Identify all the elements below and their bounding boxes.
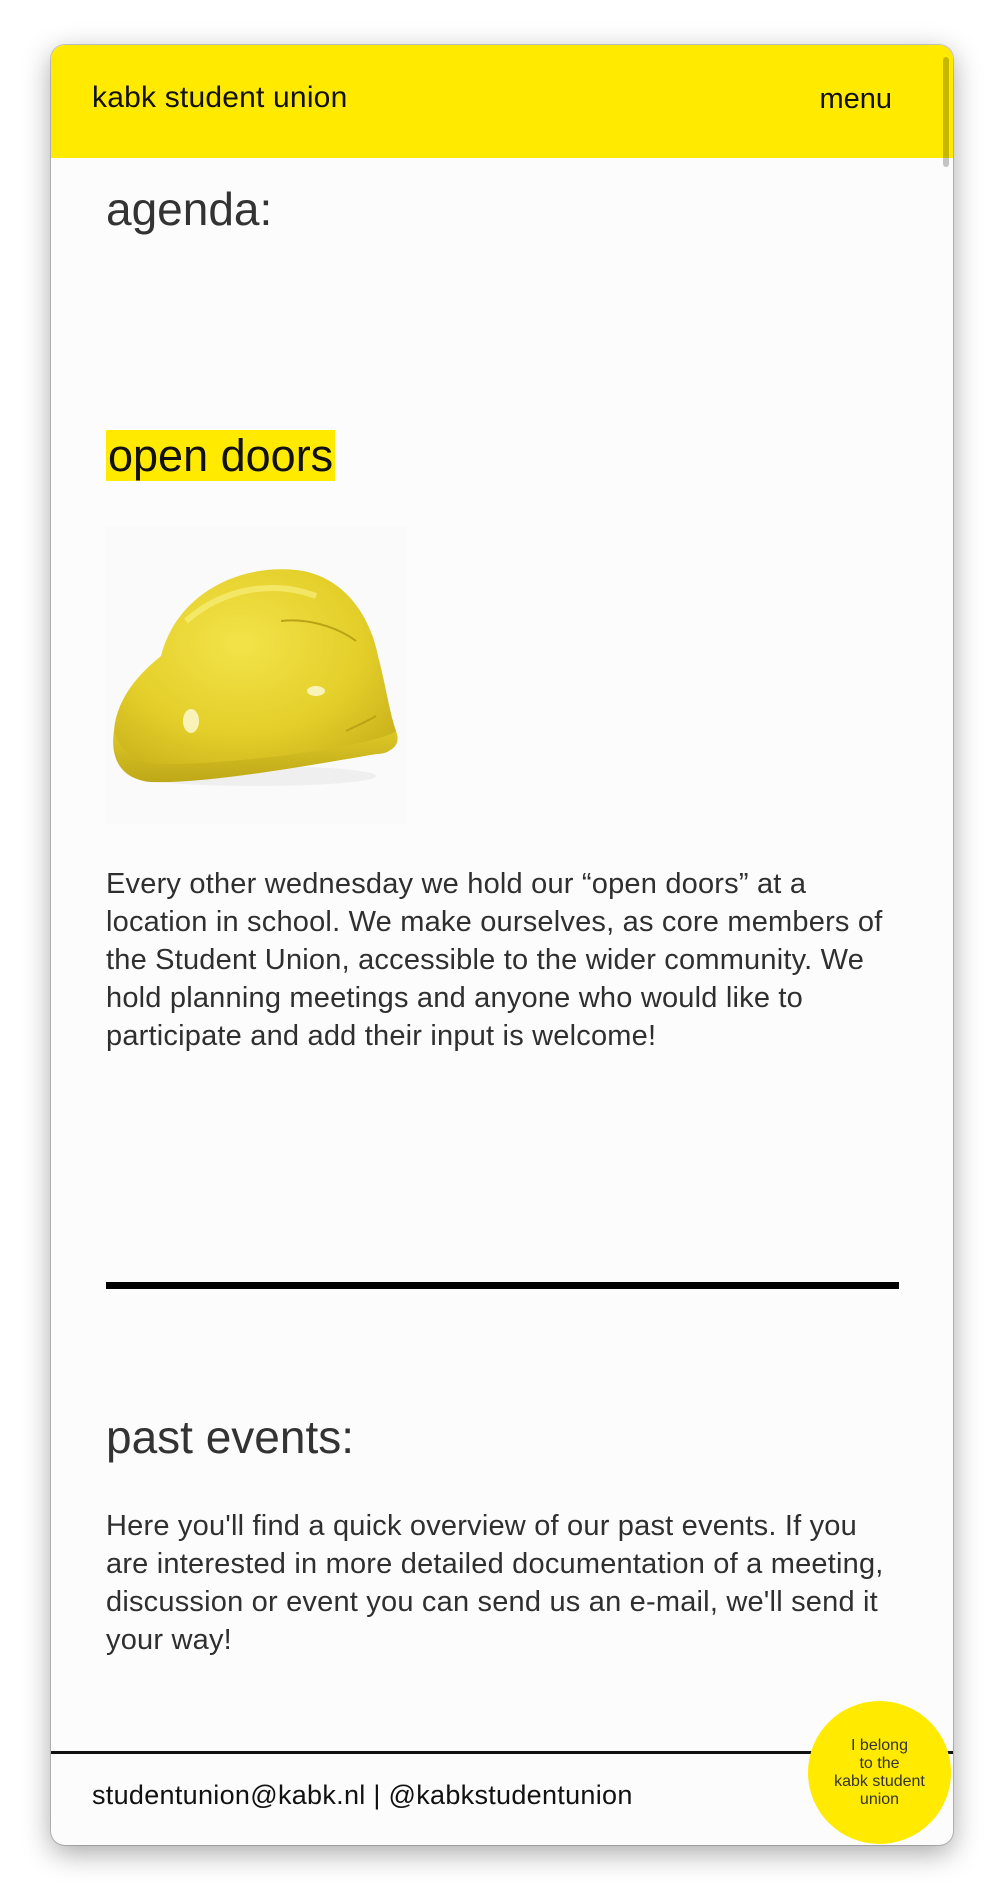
site-header [51, 45, 953, 158]
site-title[interactable]: kabk student union [92, 81, 348, 114]
section-divider [106, 1282, 899, 1289]
footer-contact[interactable]: studentunion@kabk.nl | @kabkstudentunion [92, 1780, 633, 1810]
badge-line: I belong [851, 1736, 908, 1754]
event-description: Every other wednesday we hold our “open doors” at a location in school. We make ourselves, as core members of the Student Union, accessible to the wider community. We hold planning meetings and anyone who would like to participate and add their input is welcome! [106, 868, 883, 1052]
badge-line: union [859, 1790, 900, 1808]
past-events-heading: past events: [106, 1411, 355, 1463]
agenda-heading: agenda: [106, 183, 273, 235]
badge-text [825, 1737, 935, 1809]
badge-line: to the [859, 1754, 900, 1772]
menu-button[interactable]: menu [819, 83, 892, 115]
browser-window [51, 45, 953, 1845]
past-events-description: Here you'll find a quick overview of our past events. If you are interested in more detailed documentation of a meeting, discussion or event you can send us an e-mail, we'll send it your way! [106, 1510, 884, 1656]
scrollbar[interactable] [943, 57, 949, 167]
belong-badge[interactable] [808, 1701, 951, 1844]
event-title: open doors [108, 430, 334, 481]
badge-line: kabk student [834, 1772, 925, 1790]
hard-hat-icon [106, 526, 406, 824]
